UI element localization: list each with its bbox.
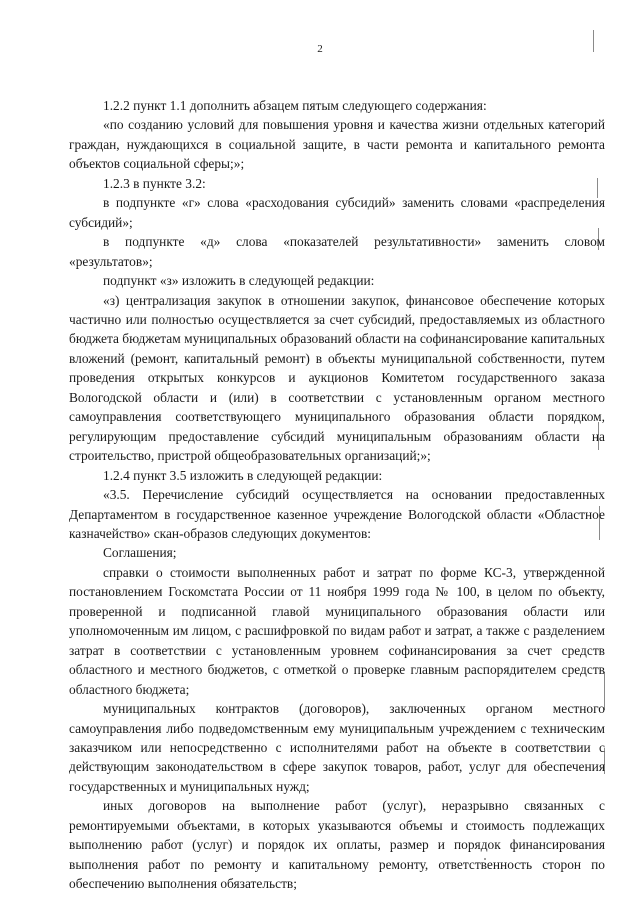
paragraph: иных договоров на выполнение работ (услуг), неразрывно связанных с ремонтируемыми объектами, в которых указываются объемы и стоимость подлежащих выполнению работ (услуг) и порядок их оплаты, размер и порядок финансирования выполнения работ по ремонту и капитальному ремонту, ответственность сторон по обеспечению выполнения обязательств;: [69, 798, 605, 892]
paragraph: в подпункте «г» слова «расходования субсидий» заменить словами «распределения субсидий»;: [69, 195, 605, 230]
paragraph: «по созданию условий для повышения уровня и качества жизни отдельных категорий граждан, нуждающихся в социальной защите, в части ремонта и капитального ремонта объектов социальной сферы;»;: [69, 117, 605, 172]
paragraph: 1.2.2 пункт 1.1 дополнить абзацем пятым следующего содержания:: [103, 98, 487, 113]
paragraph: в подпункте «д» слова «показателей результативности» заменить словом «результатов»;: [69, 234, 605, 269]
paragraph: муниципальных контрактов (договоров), заключенных органом местного самоуправления либо подведомственным ему муниципальным учреждением с техническим заказчиком или непосредственно с исполнителями работ на объекте в соответствии с действующим законодательством в сфере закупок товаров, работ, услуг для обеспечения государственных и муниципальных нужд;: [69, 701, 605, 794]
page-number: 2: [317, 43, 323, 55]
paragraph: справки о стоимости выполненных работ и затрат по форме КС-3, утвержденной постановлением Госкомстата России от 11 ноября 1999 года № 100, в целом по объекту, проверенной и подписанной главой муниципального образования области или уполномоченным им лицом, с расшифровкой по видам работ и затрат, а также с разделением затрат в соответствии с установленным уровнем софинансирования за счет средств областного и местного бюджетов, с отметкой о проверке главным распорядителем средств областного бюджета;: [69, 564, 605, 697]
paragraph: 1.2.4 пункт 3.5 изложить в следующей редакции:: [103, 467, 383, 483]
paragraph: «3.5. Перечисление субсидий осуществляется на основании предоставленных Департаментом в государственное казенное учреждение Вологодской области «Областное казначейство» скан-образов следующих документов:: [69, 487, 605, 541]
paragraph: подпункт «з» изложить в следующей редакции:: [103, 273, 375, 289]
paragraph: «з) централизация закупок в отношении закупок, финансовое обеспечение которых частично или полностью осуществляется за счет субсидий, предоставляемых из областного бюджета бюджетам муниципальных образований области на софинансирование капитальных вложений (ремонт, капитальный ремонт) в объекты муниципальной собственности, путем проведения открытых конкурсов и аукционов Комитетом государственного заказа Вологодской области и (или) в соответствии с установленным органом местного самоуправления соответствующего муниципального образования области порядком, регулирующим предоставление субсидий муниципальным образованиям области на строительство, пристрой общеобразовательных организаций;»;: [69, 292, 605, 464]
document-body: [69, 96, 605, 894]
scan-artifact-line: [593, 30, 594, 52]
paragraph: 1.2.3 в пункте 3.2:: [103, 175, 206, 191]
paragraph: Соглашения;: [103, 545, 177, 561]
